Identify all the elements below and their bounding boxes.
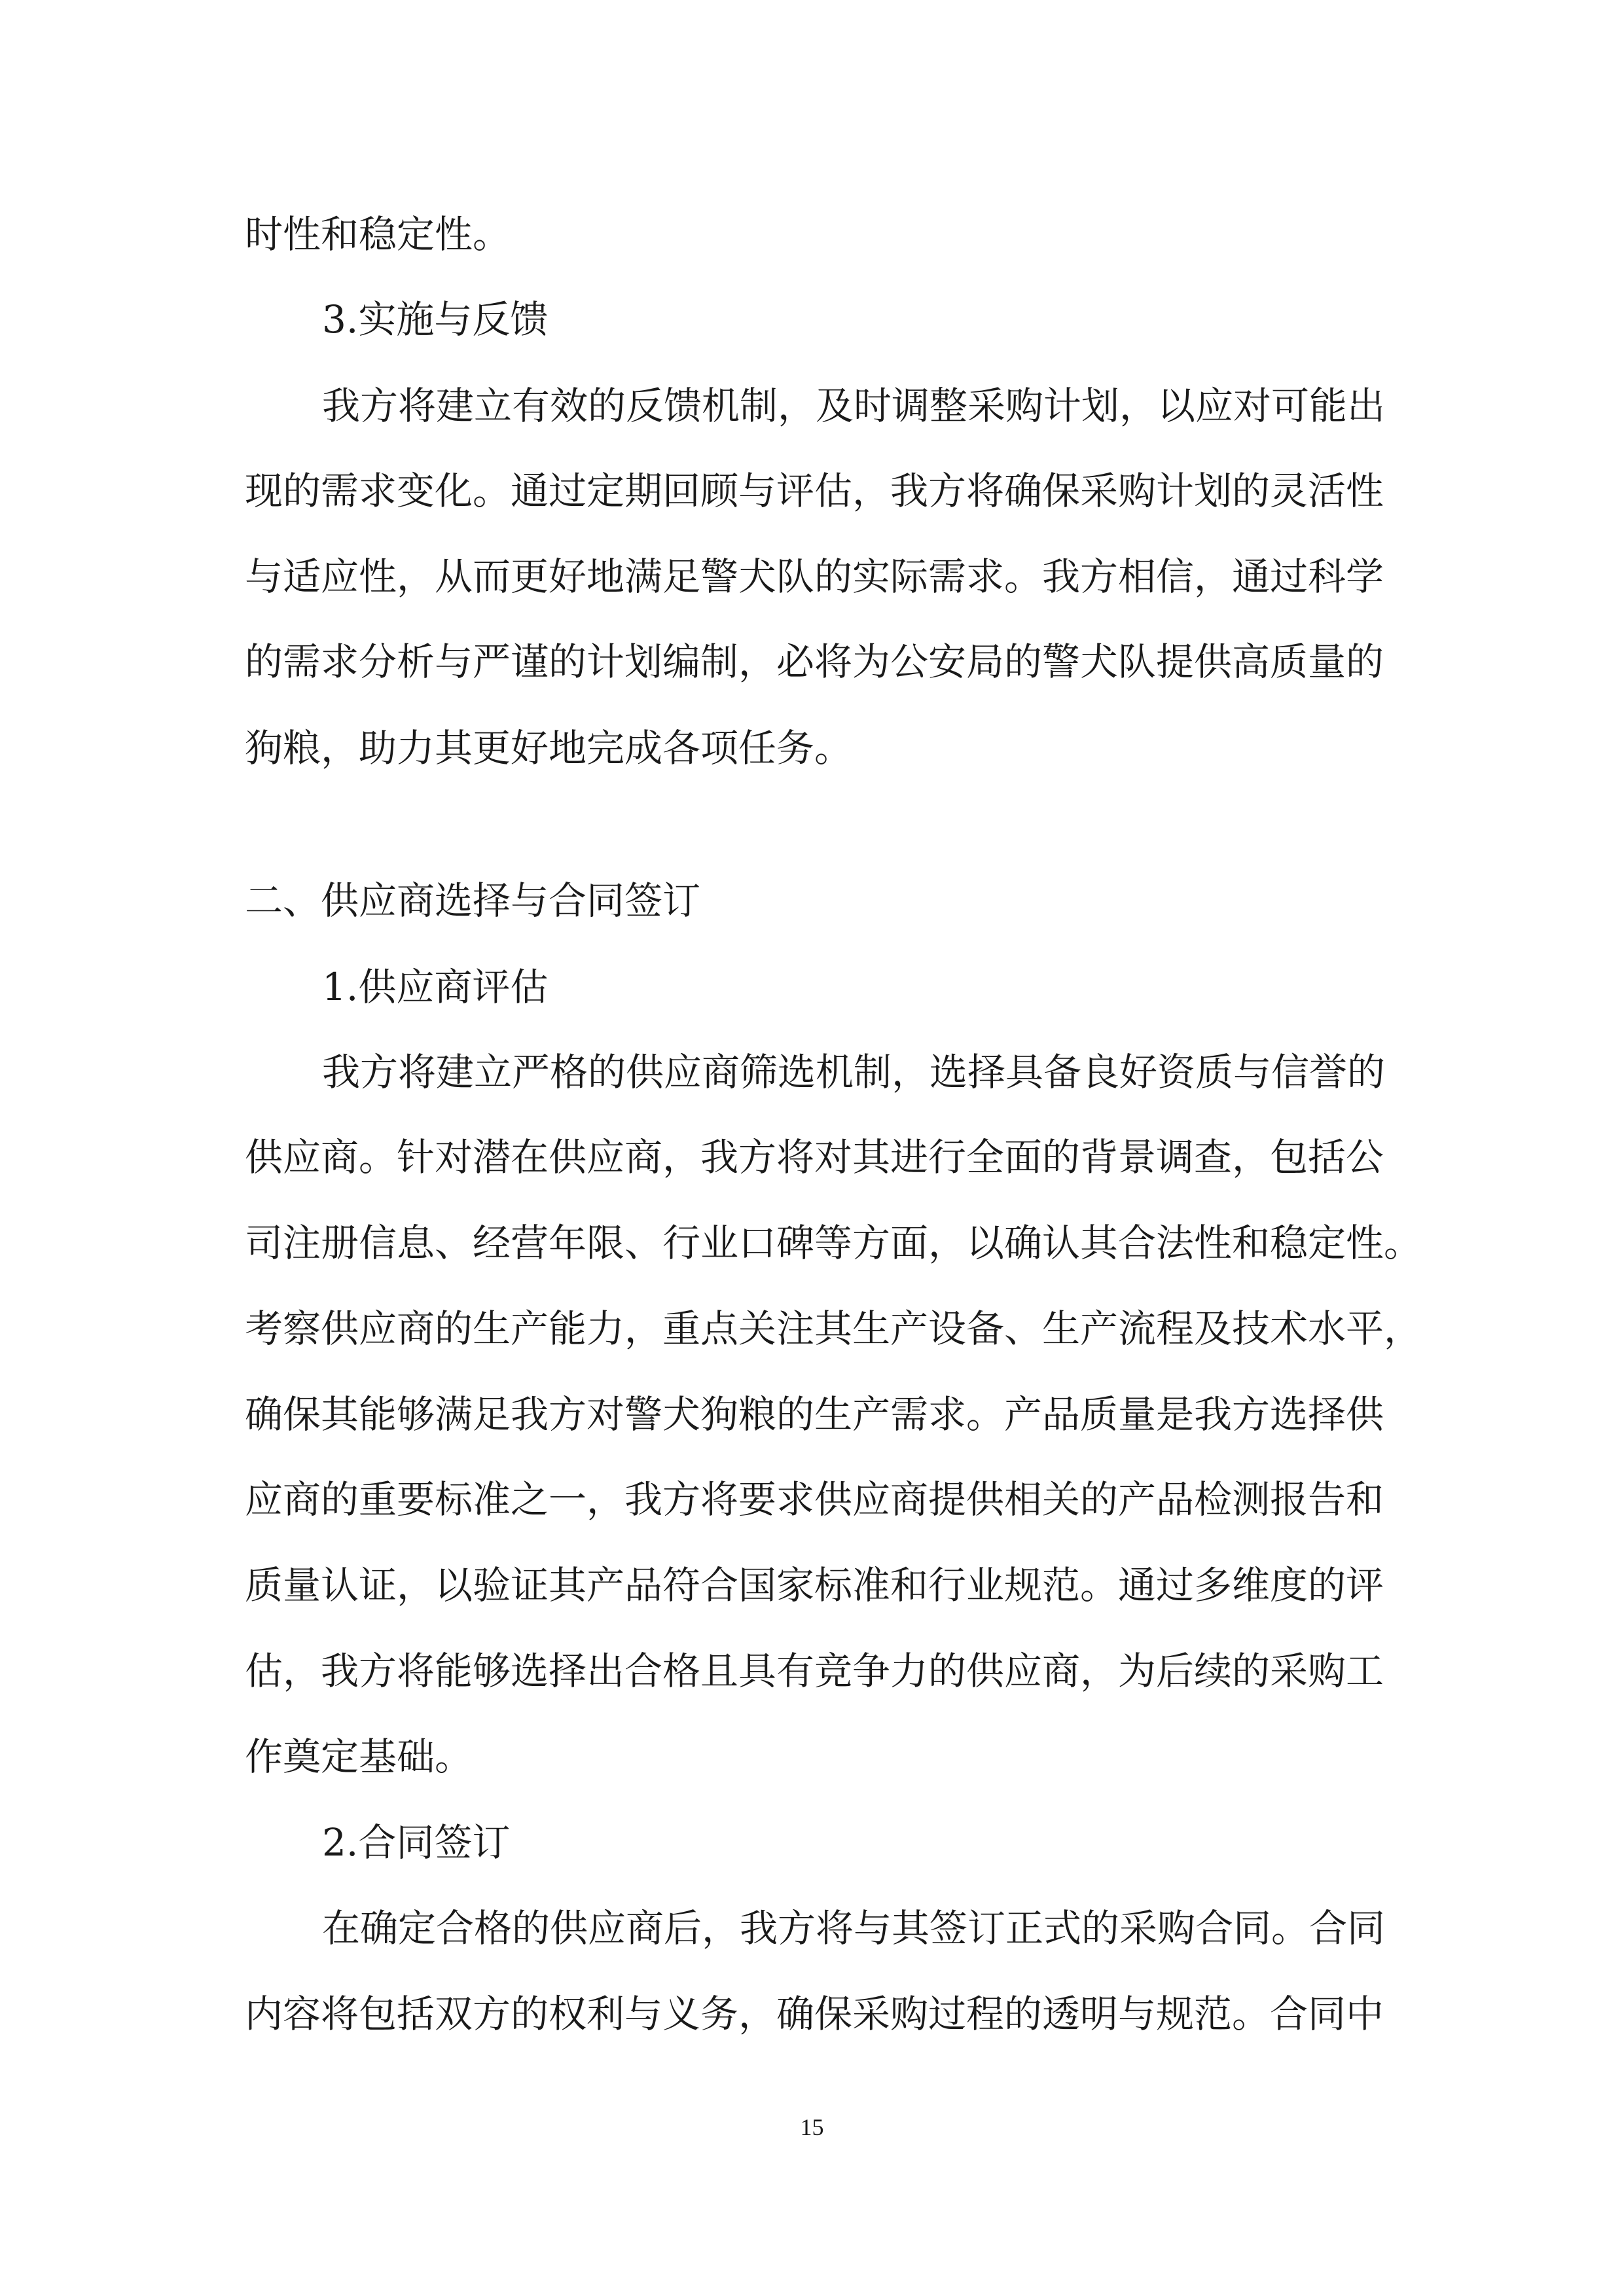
subsection-heading: 3.实施与反馈	[322, 297, 549, 342]
text-line: 我方将建立严格的供应商筛选机制，选择具备良好资质与信誉的	[322, 1050, 1386, 1094]
text-line: 司注册信息、经营年限、行业口碑等方面，以确认其合法性和稳定性。	[245, 1221, 1422, 1265]
text-line: 作奠定基础。	[245, 1734, 473, 1779]
text-line: 的需求分析与严谨的计划编制，必将为公安局的警犬队提供高质量的	[245, 639, 1384, 684]
section-heading: 二、供应商选择与合同签订	[245, 878, 701, 923]
subsection-heading: 1.供应商评估	[322, 965, 549, 1009]
text-line: 时性和稳定性。	[245, 212, 511, 257]
text-line: 考察供应商的生产能力，重点关注其生产设备、生产流程及技术水平，	[245, 1306, 1422, 1351]
text-line: 与适应性，从而更好地满足警犬队的实际需求。我方相信，通过科学	[245, 554, 1384, 599]
text-line: 现的需求变化。通过定期回顾与评估，我方将确保采购计划的灵活性	[245, 469, 1384, 513]
text-line: 应商的重要标准之一，我方将要求供应商提供相关的产品检测报告和	[245, 1477, 1384, 1522]
page-number: 15	[800, 2114, 824, 2140]
text-line: 确保其能够满足我方对警犬狗粮的生产需求。产品质量是我方选择供	[245, 1392, 1384, 1437]
text-line: 供应商。针对潜在供应商，我方将对其进行全面的背景调查，包括公	[245, 1135, 1384, 1179]
text-line: 内容将包括双方的权利与义务，确保采购过程的透明与规范。合同中	[245, 1992, 1384, 2036]
text-line: 狗粮，助力其更好地完成各项任务。	[245, 726, 853, 770]
text-line: 估，我方将能够选择出合格且具有竞争力的供应商，为后续的采购工	[245, 1649, 1384, 1693]
text-line: 在确定合格的供应商后，我方将与其签订正式的采购合同。合同	[322, 1906, 1386, 1950]
subsection-heading: 2.合同签订	[322, 1820, 511, 1865]
text-line: 我方将建立有效的反馈机制，及时调整采购计划，以应对可能出	[322, 384, 1386, 428]
text-line: 质量认证，以验证其产品符合国家标准和行业规范。通过多维度的评	[245, 1563, 1384, 1607]
